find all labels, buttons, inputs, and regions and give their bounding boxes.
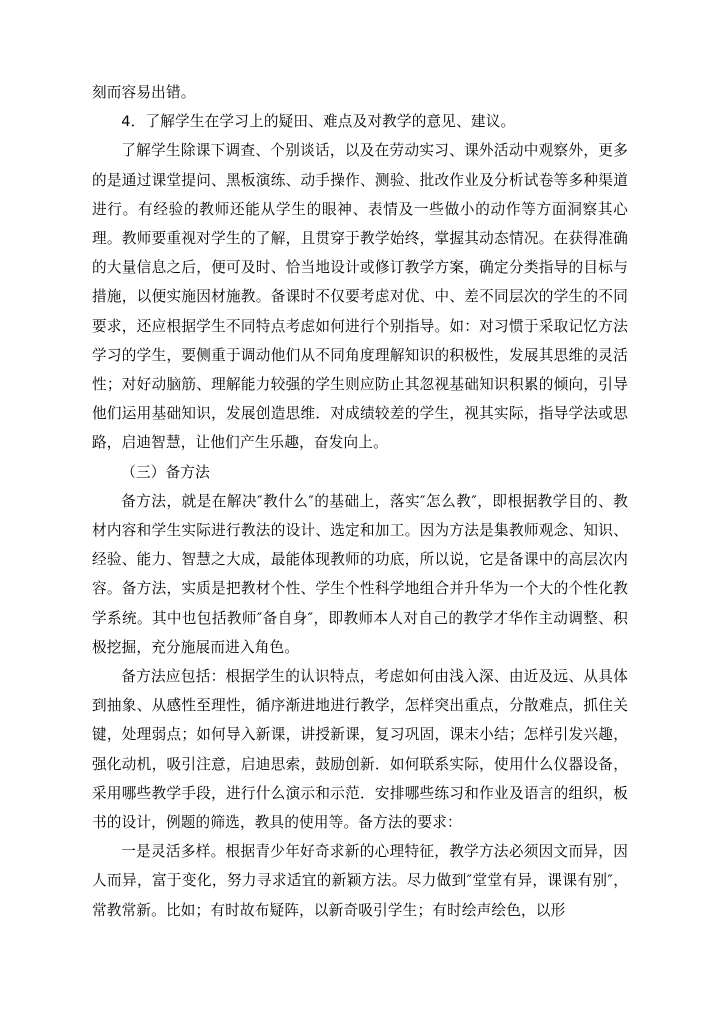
paragraph-7: 一是灵活多样。根据青少年好奇求新的心理特征，教学方法必须因文而异，因人而异，富于变化，努力寻求适宜的新颖方法。尽力做到″堂堂有异，课课有别″，常教常新。比如；有时故布疑阵，以新奇吸引学生；有时绘声绘色，以形: [92, 843, 628, 919]
paragraph-6: 备方法应包括：根据学生的认识特点，考虑如何由浅入深、由近及远、从具体到抽象、从感性至理性，循序渐进地进行教学，怎样突出重点，分散难点，抓住关键，处理弱点；如何导入新课，讲授新课，复习巩固，课末小结；怎样引发兴趣，强化动机，吸引注意，启迪思索，鼓励创新．如何联系实际，使用什么仪器设备，采用哪些教学手段，进行什么演示和示范．安排哪些练习和作业及语言的组织，板书的设计，例题的筛选，教具的使用等。备方法的要求：: [92, 668, 628, 832]
paragraph-4-heading: （三）备方法: [121, 463, 210, 481]
paragraph-2: 4．了解学生在学习上的疑田、难点及对教学的意见、建议。: [121, 113, 516, 131]
paragraph-1: 刻而容易出错。: [92, 84, 196, 101]
paragraph-3: 了解学生除课下调查、个别谈话，以及在劳动实习、课外活动中观察外，更多的是通过课堂提问、黑板演练、动手操作、测验、批改作业及分析试卷等多种渠道进行。有经验的教师还能从学生的眼神、表情及一些做小的动作等方面洞察其心理。教师要重视对学生的了解，且贯穿于教学始终，掌握其动态情况。在获得准确的大量信息之后，便可及时、恰当地设计或修订教学方案，确定分类指导的目标与措施，以便实施因材施教。备课时不仅要考虑对优、中、差不同层次的学生的不同要求，还应根据学生不同特点考虑如何进行个别指导。如：对习惯于采取记忆方法学习的学生，要侧重于调动他们从不同角度理解知识的积极性，发展其思维的灵活性；对好动脑筋、理解能力较强的学生则应防止其忽视基础知识积累的倾向，引导他们运用基础知识，发展创造思维．对成绩较差的学生，视其实际，指导学法或思路，启迪智慧，让他们产生乐趣，奋发向上。: [92, 142, 628, 452]
document-body: [92, 78, 628, 925]
paragraph-5: 备方法，就是在解决″教什么″的基础上，落实″怎么教″，即根据教学目的、教材内容和学生实际进行教法的设计、选定和加工。因为方法是集教师观念、知识、经验、能力、智慧之大成，最能体现教师的功底，所以说，它是备课中的高层次内容。备方法，实质是把教材个性、学生个性科学地组合并升华为一个大的个性化教学系统。其中也包括教师″备自身″，即教师本人对自己的教学才华作主动调整、积极挖掘，充分施展而进入角色。: [92, 492, 628, 656]
